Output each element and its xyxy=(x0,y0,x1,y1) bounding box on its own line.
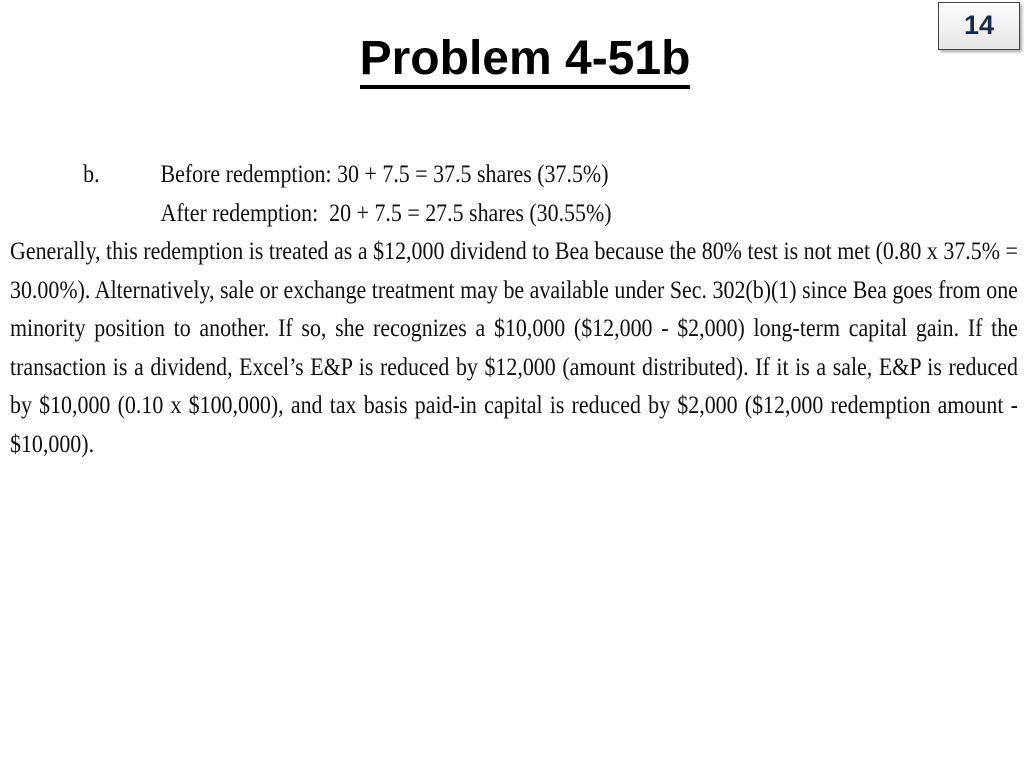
slide-title xyxy=(0,30,1024,88)
answer-content xyxy=(10,155,1018,463)
before-redemption-row xyxy=(10,155,879,194)
page-number: 14 xyxy=(963,10,995,40)
page-number-badge xyxy=(938,2,1020,50)
after-redemption-row xyxy=(10,194,879,233)
part-label: b. xyxy=(83,159,100,188)
after-redemption-text: After redemption: 20 + 7.5 = 27.5 shares (30.55%) xyxy=(160,197,612,227)
explanation-paragraph: Generally, this redemption is treated as a $12,000 dividend to Bea because the 80% test is not met (0.80 x 37.5% = 30.00%). Alternatively, sale or exchange treatment may be available under Sec. 302(b)(1) since Bea goes from one minority position to another. If so, she recognizes a $10,000 ($12,000 - $2,000) long-term capital gain. If the transaction is a dividend, Excel’s E&P is reduced by $12,000 (amount distributed). If it is a sale, E&P is reduced by $10,000 (0.10 x $100,000), and tax basis paid-in capital is reduced by $2,000 ($12,000 redemption amount - $10,000). xyxy=(10,236,1018,458)
before-redemption-text: Before redemption: 30 + 7.5 = 37.5 shares (37.5%) xyxy=(160,159,609,188)
slide-title-text: Problem 4-51b xyxy=(360,32,691,89)
